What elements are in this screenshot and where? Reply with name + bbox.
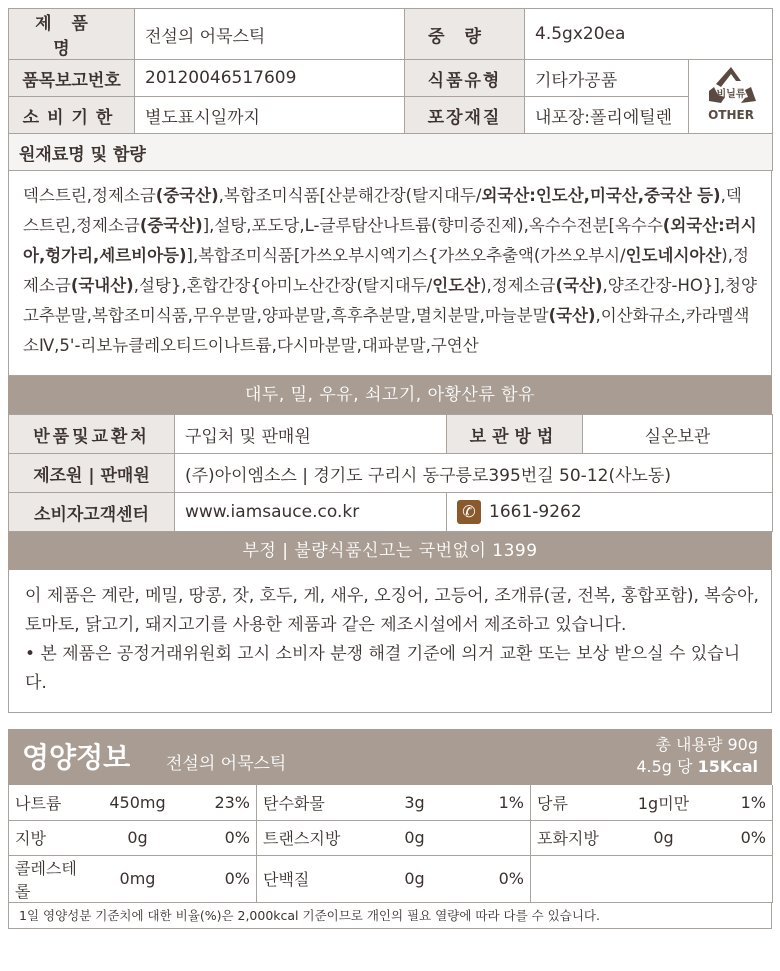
ingredient-segment: ],설탕,포도당,L-글루탐산나트륨(향미증진제),옥수수전분[옥수수 <box>202 216 663 235</box>
report-no-value: 20120046517609 <box>135 60 405 97</box>
report-bar: 부정 | 불량식품신고는 국번없이 1399 <box>8 532 772 570</box>
nutrient-pct: 23% <box>183 785 257 820</box>
recycle-top-text: 비닐류 <box>716 89 745 100</box>
product-name-value: 전설의 어묵스틱 <box>135 9 405 60</box>
ingredients-label: 원재료명 및 함량 <box>9 134 773 171</box>
ingredient-segment: (중국산) <box>155 186 219 205</box>
nutrition-header <box>8 729 772 785</box>
nutrient-name: 탄수화물 <box>257 785 375 820</box>
food-type-value: 기타가공품 <box>525 60 689 97</box>
notice-line-2: • 본 제품은 공정거래위원회 고시 소비자 분쟁 해결 기준에 의거 교환 또는 보상 받으실 수 있습니다. <box>25 644 741 693</box>
allergen-bar: 대두, 밀, 우유, 쇠고기, 아황산류 함유 <box>8 376 772 414</box>
nutrition-product: 전설의 어묵스틱 <box>166 754 287 774</box>
food-label <box>8 8 772 929</box>
ingredient-segment: (외국산:러시아,헝가리,세르비아등) <box>23 216 757 265</box>
nutrient-pct: 0% <box>455 855 531 902</box>
ingredient-segment: 인도산 <box>432 276 481 295</box>
nutrient-amount: 0mg <box>93 855 183 902</box>
ingredient-segment: (중국산) <box>139 216 203 235</box>
ingredient-segment: 외국산:인도산,미국산,중국산 <box>481 186 692 205</box>
nutrition-table <box>8 785 773 903</box>
packaging-value: 내포장:폴리에틸렌 <box>525 97 689 134</box>
exchange-label: 반품및교환처 <box>9 415 175 454</box>
nutrient-name <box>531 855 621 902</box>
nutrient-amount: 0g <box>93 820 183 855</box>
nutrient-pct: 0% <box>707 820 773 855</box>
nutrient-name: 나트륨 <box>9 785 93 820</box>
nutrient-pct <box>455 820 531 855</box>
cs-label: 소비자고객센터 <box>9 493 175 532</box>
ingredient-segment: (국산) <box>548 306 596 325</box>
expiry-value: 별도표시일까지 <box>135 97 405 134</box>
ingredient-segment: 등) <box>697 186 721 205</box>
recycle-icon <box>701 63 761 125</box>
ingredient-segment: ,설탕},혼합간장{아미노산간장(탈지대두/ <box>133 276 433 295</box>
weight-value: 4.5gx20ea <box>525 9 773 60</box>
nutrition-footnote: 1일 영양성분 기준치에 대한 비율(%)은 2,000kcal 기준이므로 개인의 필요 열량에 따라 다를 수 있습니다. <box>8 903 772 929</box>
contact-table <box>8 414 773 532</box>
expiry-label: 소비기한 <box>9 97 135 134</box>
phone-number: 1661-9262 <box>489 502 582 522</box>
nutrient-pct <box>707 855 773 902</box>
nutrient-amount: 1g미만 <box>621 785 707 820</box>
nutrition-title: 영양정보 <box>22 741 131 774</box>
ingredient-segment: ),정제소금 <box>23 246 749 295</box>
ingredient-segment: 덱스트린,정제소금 <box>23 186 156 205</box>
nutrient-amount: 450mg <box>93 785 183 820</box>
packaging-label: 포장재질 <box>405 97 525 134</box>
report-no-label: 품목보고번호 <box>9 60 135 97</box>
ingredient-segment: ],복합조미식품[가쓰오부시엑기스{가쓰오추출액(가쓰오부시/ <box>186 246 626 265</box>
recycle-mark-cell <box>689 60 773 134</box>
nutrient-name: 포화지방 <box>531 820 621 855</box>
ingredient-segment: ,덱스트린,정제소금 <box>23 186 742 235</box>
notice-line-1: 이 제품은 계란, 메밀, 땅콩, 잣, 호두, 게, 새우, 오징어, 고등어, 조개류(굴, 전복, 홍합포함), 복숭아, 토마토, 닭고기, 돼지고기를 사용한 제품과 같은 제조시설에서 제조하고 있습니다. <box>25 586 759 635</box>
weight-label: 중량 <box>405 9 525 60</box>
storage-label: 보관방법 <box>447 415 583 454</box>
nutrient-name: 지방 <box>9 820 93 855</box>
nutrition-row <box>9 785 773 820</box>
nutrition-row <box>9 820 773 855</box>
ingredient-segment: ),정제소금 <box>480 276 556 295</box>
nutrient-amount: 0g <box>375 855 455 902</box>
food-type-label: 식품유형 <box>405 60 525 97</box>
maker-label: 제조원 | 판매원 <box>9 454 175 493</box>
exchange-value: 구입처 및 판매원 <box>175 415 447 454</box>
ingredients-text <box>8 171 772 376</box>
ingredient-segment: 인도네시아산 <box>625 246 722 265</box>
storage-value: 실온보관 <box>583 415 773 454</box>
maker-value: (주)아이엠소스 | 경기도 구리시 동구릉로395번길 50-12(사노동) <box>175 454 773 493</box>
phone-cell <box>447 493 773 532</box>
nutrient-amount <box>621 855 707 902</box>
website[interactable]: www.iamsauce.co.kr <box>175 493 447 532</box>
ingredient-segment: ,이산화규소,카라멜색소Ⅳ,5'-리보뉴클레오티드이나트륨,다시마분말,대파분말,구연산 <box>23 306 750 355</box>
recycle-bottom-text: OTHER <box>707 108 754 122</box>
nutrient-name: 트랜스지방 <box>257 820 375 855</box>
facility-notice <box>8 570 772 713</box>
nutrient-amount: 0g <box>621 820 707 855</box>
nutrition-row <box>9 855 773 902</box>
nutrient-amount: 3g <box>375 785 455 820</box>
nutrient-pct: 0% <box>183 855 257 902</box>
nutrient-name: 당류 <box>531 785 621 820</box>
ingredient-segment: ,양조간장-HO}],청양고추분말,복합조미식품,무우분말,양파분말,흑후추분말,멸치분말,마늘분말 <box>23 276 757 325</box>
nutrient-name: 콜레스테롤 <box>9 855 93 902</box>
ingredient-segment: (국산) <box>555 276 603 295</box>
nutrient-name: 단백질 <box>257 855 375 902</box>
nutrient-pct: 1% <box>455 785 531 820</box>
nutrient-pct: 1% <box>707 785 773 820</box>
phone-icon: ✆ <box>457 500 481 524</box>
nutrition-total: 총 내용량 90g 4.5g 당 15Kcal <box>636 735 758 776</box>
ingredient-segment: ,복합조미식품[산분해간장(탈지대두/ <box>218 186 482 205</box>
nutrient-pct: 0% <box>183 820 257 855</box>
nutrient-amount: 0g <box>375 820 455 855</box>
product-info-table <box>8 8 773 171</box>
product-name-label: 제품명 <box>9 9 135 60</box>
ingredient-segment: (국내산) <box>70 276 134 295</box>
